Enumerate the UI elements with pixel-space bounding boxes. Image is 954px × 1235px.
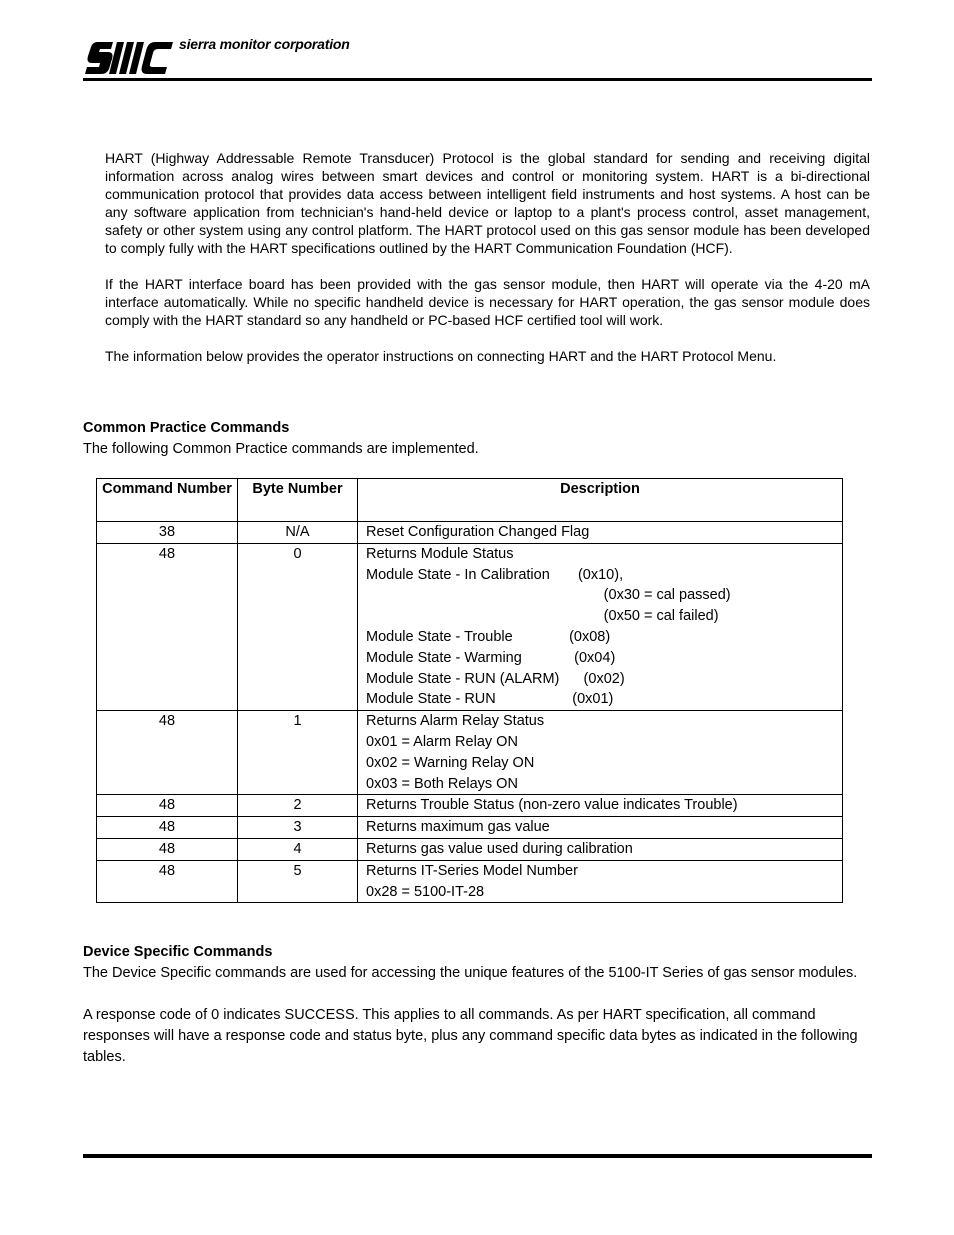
description-cell xyxy=(358,522,843,544)
description-line: Module State - In Calibration (0x10), xyxy=(366,566,624,583)
description-line: (0x50 = cal failed) xyxy=(366,608,719,625)
command-number-cell: 48 xyxy=(97,795,238,817)
byte-number-cell: 4 xyxy=(238,838,358,860)
footer-divider xyxy=(83,1154,872,1158)
command-number-cell: 48 xyxy=(97,543,238,710)
command-number-cell: 48 xyxy=(97,860,238,903)
intro-section xyxy=(105,149,870,383)
description-line: Returns Module Status xyxy=(366,545,514,562)
byte-number-cell: N/A xyxy=(238,522,358,544)
command-number-cell: 48 xyxy=(97,817,238,839)
table-row xyxy=(97,543,843,710)
byte-number-cell: 5 xyxy=(238,860,358,903)
command-number-cell: 48 xyxy=(97,838,238,860)
table-body xyxy=(97,522,843,903)
common-practice-section xyxy=(83,418,868,460)
description-line: (0x30 = cal passed) xyxy=(366,587,731,604)
command-number-cell: 48 xyxy=(97,711,238,795)
table-row xyxy=(97,860,843,903)
smc-logo xyxy=(83,38,175,76)
page-header xyxy=(83,36,872,82)
description-cell xyxy=(358,543,843,710)
intro-paragraph: HART (Highway Addressable Remote Transducer) Protocol is the global standard for sending and receiving digital information across analog wires between smart devices and control or monitoring system. HART is a bi-directional communication protocol that provides data access between intelligent field instruments and host systems. A host can be any software application from technician's hand-held device or laptop to a plant's process control, asset management, safety or other system using any control platform. The HART protocol used on this gas sensor module has been developed to comply fully with the HART specifications outlined by the HART Communication Foundation (HCF). xyxy=(105,150,870,256)
byte-number-cell: 3 xyxy=(238,817,358,839)
command-number-cell: 38 xyxy=(97,522,238,544)
description-line: Returns maximum gas value xyxy=(366,819,550,836)
logo-text: SMC xyxy=(83,38,86,39)
description-line: Returns Trouble Status (non-zero value indicates Trouble) xyxy=(366,797,738,814)
description-line: Module State - Warming (0x04) xyxy=(366,649,616,666)
common-commands-table xyxy=(96,478,843,903)
column-header-byte: Byte Number xyxy=(238,479,358,522)
table-row xyxy=(97,817,843,839)
description-line: Module State - RUN (ALARM) (0x02) xyxy=(366,670,625,687)
description-cell xyxy=(358,817,843,839)
section-heading: Common Practice Commands xyxy=(83,420,290,436)
section-paragraph: A response code of 0 indicates SUCCESS. This applies to all commands. As per HART specification, all command responses will have a response code and status byte, plus any command specific data bytes as indicated in the following tables. xyxy=(83,1007,858,1065)
table-row xyxy=(97,711,843,795)
description-line: Returns gas value used during calibration xyxy=(366,840,633,857)
brand-name: sierra monitor corporation xyxy=(179,36,350,52)
byte-number-cell: 2 xyxy=(238,795,358,817)
table-row xyxy=(97,795,843,817)
intro-paragraph: The information below provides the operator instructions on connecting HART and the HART Protocol Menu. xyxy=(105,348,777,364)
description-line: 0x02 = Warning Relay ON xyxy=(366,754,535,771)
device-specific-section xyxy=(83,942,868,1068)
byte-number-cell: 1 xyxy=(238,711,358,795)
column-header-command: Command Number xyxy=(97,479,238,522)
intro-paragraph: If the HART interface board has been provided with the gas sensor module, then HART will operate via the 4-20 mA interface automatically. While no specific handheld device is necessary for HART operation, the gas sensor module does comply with the HART standard so any handheld or PC-based HCF certified tool will work. xyxy=(105,276,870,328)
description-line: 0x01 = Alarm Relay ON xyxy=(366,733,518,750)
column-header-description: Description xyxy=(358,479,843,522)
byte-number-cell: 0 xyxy=(238,543,358,710)
description-cell xyxy=(358,795,843,817)
description-line: Reset Configuration Changed Flag xyxy=(366,524,590,540)
table-row xyxy=(97,522,843,544)
description-line: 0x28 = 5100-IT-28 xyxy=(366,883,485,900)
header-divider xyxy=(83,78,872,81)
description-line: Module State - Trouble (0x08) xyxy=(366,628,611,645)
section-intro: The following Common Practice commands are implemented. xyxy=(83,441,479,457)
table-row xyxy=(97,838,843,860)
description-cell xyxy=(358,860,843,903)
description-line: Returns IT-Series Model Number xyxy=(366,862,578,879)
description-line: Module State - RUN (0x01) xyxy=(366,691,614,708)
description-cell xyxy=(358,838,843,860)
table-header-row xyxy=(97,479,843,522)
section-heading: Device Specific Commands xyxy=(83,944,273,960)
description-line: Returns Alarm Relay Status xyxy=(366,713,545,730)
description-line: 0x03 = Both Relays ON xyxy=(366,775,518,792)
description-cell xyxy=(358,711,843,795)
section-paragraph: The Device Specific commands are used for accessing the unique features of the 5100-IT Series of gas sensor modules. xyxy=(83,965,858,981)
